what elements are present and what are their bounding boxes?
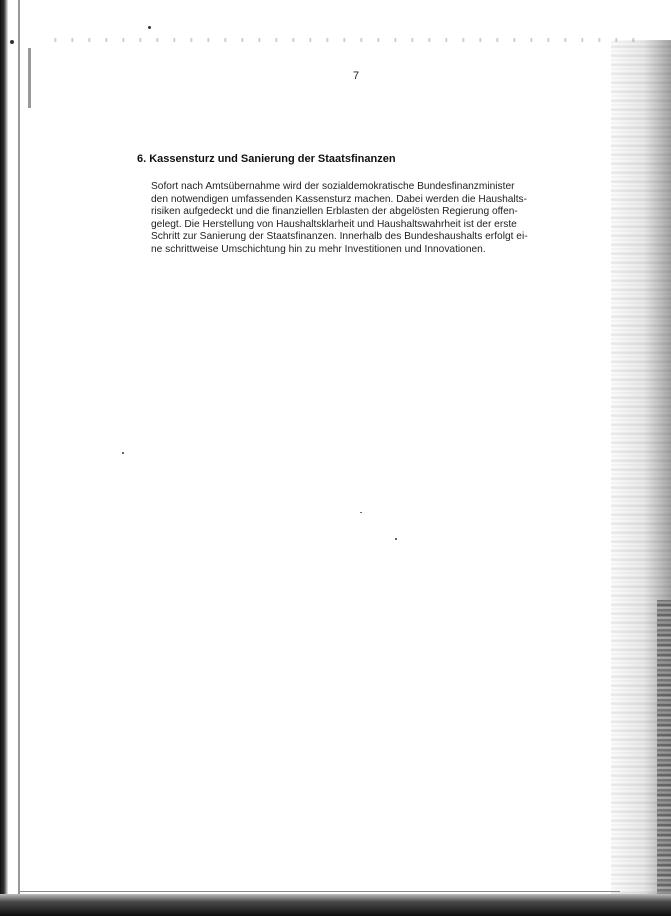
section-body	[151, 181, 555, 257]
body-line: Schritt zur Sanierung der Staatsfinanzen. Innerhalb des Bundeshaushalts erfolgt ei-	[151, 231, 528, 243]
scan-right-strip	[657, 600, 671, 916]
scan-speck	[122, 452, 124, 454]
scan-speck	[360, 512, 362, 513]
body-line: gelegt. Die Herstellung von Haushaltsklarheit und Haushaltswahrheit ist der erste	[151, 218, 517, 230]
scan-binding-line	[18, 0, 20, 916]
section-title: 6. Kassensturz und Sanierung der Staatsfinanzen	[137, 153, 396, 165]
scan-bottom-edge	[0, 894, 671, 916]
scan-mark	[28, 48, 31, 108]
scan-left-edge	[0, 0, 8, 916]
scan-speck	[10, 40, 14, 44]
scan-bottom-line	[20, 891, 620, 892]
body-line: den notwendigen umfassenden Kassensturz machen. Dabei werden die Haushalts-	[151, 193, 528, 205]
page-number: 7	[352, 70, 360, 82]
scan-speck	[395, 538, 397, 540]
body-line: Sofort nach Amtsübernahme wird der sozialdemokratische Bundesfinanzminister	[151, 181, 515, 192]
body-line: ne schrittweise Umschichtung hin zu mehr Investitionen und Innovationen.	[151, 243, 486, 255]
scan-top-noise	[40, 38, 640, 42]
body-line: risiken aufgedeckt und die finanziellen Erblasten der abgelösten Regierung offen-	[151, 206, 518, 218]
scan-speck	[148, 26, 151, 29]
